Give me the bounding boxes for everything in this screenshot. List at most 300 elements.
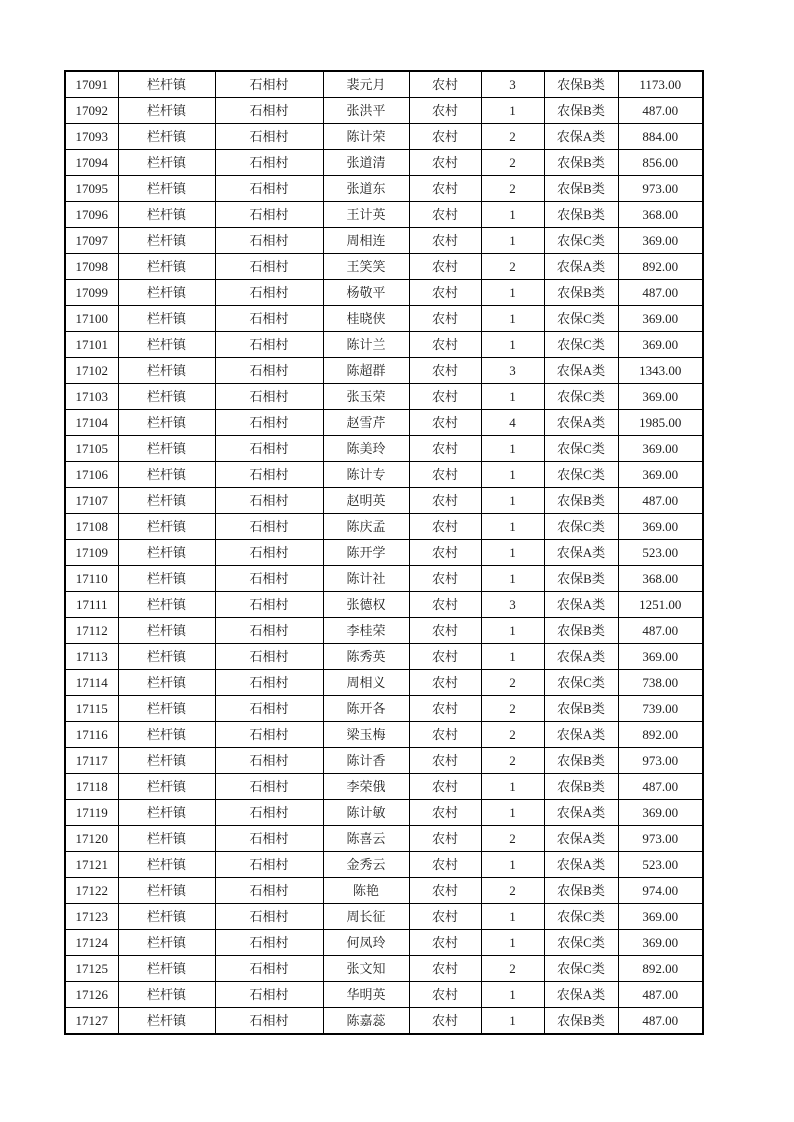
cell-village: 石相村 <box>215 540 323 566</box>
cell-amount: 1985.00 <box>618 410 703 436</box>
cell-record-id: 17117 <box>65 748 118 774</box>
cell-person-count: 2 <box>481 124 544 150</box>
cell-town: 栏杆镇 <box>118 774 215 800</box>
cell-village: 石相村 <box>215 696 323 722</box>
cell-name: 何凤玲 <box>323 930 409 956</box>
cell-amount: 368.00 <box>618 202 703 228</box>
table-row <box>65 280 703 306</box>
cell-amount: 487.00 <box>618 982 703 1008</box>
cell-insurance-category: 农保A类 <box>544 800 618 826</box>
table-row <box>65 696 703 722</box>
cell-amount: 487.00 <box>618 1008 703 1035</box>
cell-town: 栏杆镇 <box>118 228 215 254</box>
cell-person-count: 2 <box>481 176 544 202</box>
cell-name: 陈美玲 <box>323 436 409 462</box>
cell-record-id: 17097 <box>65 228 118 254</box>
cell-person-count: 2 <box>481 878 544 904</box>
cell-amount: 369.00 <box>618 800 703 826</box>
cell-record-id: 17124 <box>65 930 118 956</box>
cell-amount: 1251.00 <box>618 592 703 618</box>
cell-residence-type: 农村 <box>409 306 481 332</box>
cell-town: 栏杆镇 <box>118 176 215 202</box>
cell-village: 石相村 <box>215 670 323 696</box>
cell-town: 栏杆镇 <box>118 306 215 332</box>
cell-residence-type: 农村 <box>409 176 481 202</box>
cell-town: 栏杆镇 <box>118 71 215 98</box>
cell-residence-type: 农村 <box>409 71 481 98</box>
table-row <box>65 306 703 332</box>
cell-person-count: 2 <box>481 826 544 852</box>
cell-residence-type: 农村 <box>409 202 481 228</box>
table-row <box>65 436 703 462</box>
cell-insurance-category: 农保A类 <box>544 644 618 670</box>
cell-record-id: 17113 <box>65 644 118 670</box>
cell-town: 栏杆镇 <box>118 696 215 722</box>
cell-village: 石相村 <box>215 826 323 852</box>
table-row <box>65 410 703 436</box>
cell-insurance-category: 农保A类 <box>544 410 618 436</box>
cell-name: 陈嘉蕊 <box>323 1008 409 1035</box>
cell-residence-type: 农村 <box>409 722 481 748</box>
cell-record-id: 17123 <box>65 904 118 930</box>
table-row <box>65 644 703 670</box>
table-row <box>65 71 703 98</box>
cell-person-count: 1 <box>481 228 544 254</box>
cell-town: 栏杆镇 <box>118 930 215 956</box>
cell-town: 栏杆镇 <box>118 800 215 826</box>
cell-name: 陈开各 <box>323 696 409 722</box>
cell-amount: 487.00 <box>618 280 703 306</box>
cell-village: 石相村 <box>215 462 323 488</box>
cell-insurance-category: 农保B类 <box>544 696 618 722</box>
table-row <box>65 1008 703 1035</box>
cell-name: 赵雪芹 <box>323 410 409 436</box>
cell-village: 石相村 <box>215 488 323 514</box>
cell-insurance-category: 农保A类 <box>544 852 618 878</box>
cell-village: 石相村 <box>215 904 323 930</box>
cell-amount: 973.00 <box>618 748 703 774</box>
cell-insurance-category: 农保C类 <box>544 670 618 696</box>
cell-record-id: 17125 <box>65 956 118 982</box>
cell-residence-type: 农村 <box>409 878 481 904</box>
cell-person-count: 1 <box>481 202 544 228</box>
cell-insurance-category: 农保C类 <box>544 904 618 930</box>
cell-record-id: 17093 <box>65 124 118 150</box>
cell-insurance-category: 农保C类 <box>544 514 618 540</box>
cell-amount: 369.00 <box>618 384 703 410</box>
cell-village: 石相村 <box>215 592 323 618</box>
cell-town: 栏杆镇 <box>118 462 215 488</box>
table-row <box>65 462 703 488</box>
cell-person-count: 1 <box>481 852 544 878</box>
cell-person-count: 3 <box>481 358 544 384</box>
cell-name: 张玉荣 <box>323 384 409 410</box>
cell-person-count: 1 <box>481 904 544 930</box>
cell-person-count: 2 <box>481 670 544 696</box>
cell-person-count: 1 <box>481 332 544 358</box>
cell-record-id: 17101 <box>65 332 118 358</box>
cell-name: 陈计社 <box>323 566 409 592</box>
cell-name: 桂晓侠 <box>323 306 409 332</box>
cell-town: 栏杆镇 <box>118 852 215 878</box>
cell-residence-type: 农村 <box>409 358 481 384</box>
cell-person-count: 1 <box>481 280 544 306</box>
cell-name: 张洪平 <box>323 98 409 124</box>
cell-insurance-category: 农保A类 <box>544 982 618 1008</box>
cell-town: 栏杆镇 <box>118 722 215 748</box>
cell-insurance-category: 农保B类 <box>544 202 618 228</box>
cell-amount: 487.00 <box>618 618 703 644</box>
cell-record-id: 17109 <box>65 540 118 566</box>
table-row <box>65 176 703 202</box>
cell-amount: 369.00 <box>618 514 703 540</box>
cell-insurance-category: 农保A类 <box>544 826 618 852</box>
cell-name: 陈计香 <box>323 748 409 774</box>
cell-name: 赵明英 <box>323 488 409 514</box>
cell-amount: 523.00 <box>618 540 703 566</box>
cell-insurance-category: 农保B类 <box>544 1008 618 1035</box>
table-row <box>65 722 703 748</box>
cell-residence-type: 农村 <box>409 930 481 956</box>
cell-name: 陈计兰 <box>323 332 409 358</box>
cell-amount: 738.00 <box>618 670 703 696</box>
cell-insurance-category: 农保B类 <box>544 280 618 306</box>
cell-town: 栏杆镇 <box>118 904 215 930</box>
cell-village: 石相村 <box>215 384 323 410</box>
cell-person-count: 1 <box>481 488 544 514</box>
cell-village: 石相村 <box>215 566 323 592</box>
cell-town: 栏杆镇 <box>118 488 215 514</box>
cell-amount: 892.00 <box>618 254 703 280</box>
cell-village: 石相村 <box>215 306 323 332</box>
cell-village: 石相村 <box>215 254 323 280</box>
benefit-roster-table <box>64 70 704 1035</box>
cell-insurance-category: 农保B类 <box>544 748 618 774</box>
table-row <box>65 332 703 358</box>
cell-record-id: 17107 <box>65 488 118 514</box>
cell-residence-type: 农村 <box>409 592 481 618</box>
cell-village: 石相村 <box>215 332 323 358</box>
cell-name: 华明英 <box>323 982 409 1008</box>
cell-record-id: 17126 <box>65 982 118 1008</box>
cell-village: 石相村 <box>215 1008 323 1035</box>
cell-name: 李荣俄 <box>323 774 409 800</box>
cell-record-id: 17099 <box>65 280 118 306</box>
cell-town: 栏杆镇 <box>118 410 215 436</box>
cell-record-id: 17096 <box>65 202 118 228</box>
cell-record-id: 17106 <box>65 462 118 488</box>
cell-amount: 892.00 <box>618 722 703 748</box>
cell-amount: 973.00 <box>618 826 703 852</box>
cell-person-count: 1 <box>481 982 544 1008</box>
cell-record-id: 17116 <box>65 722 118 748</box>
cell-name: 王笑笑 <box>323 254 409 280</box>
table-row <box>65 878 703 904</box>
cell-town: 栏杆镇 <box>118 124 215 150</box>
cell-name: 杨敬平 <box>323 280 409 306</box>
cell-town: 栏杆镇 <box>118 150 215 176</box>
cell-residence-type: 农村 <box>409 462 481 488</box>
cell-town: 栏杆镇 <box>118 748 215 774</box>
cell-village: 石相村 <box>215 436 323 462</box>
cell-insurance-category: 农保A类 <box>544 254 618 280</box>
cell-person-count: 1 <box>481 618 544 644</box>
cell-residence-type: 农村 <box>409 124 481 150</box>
cell-town: 栏杆镇 <box>118 1008 215 1035</box>
cell-residence-type: 农村 <box>409 748 481 774</box>
cell-town: 栏杆镇 <box>118 436 215 462</box>
cell-village: 石相村 <box>215 358 323 384</box>
cell-person-count: 1 <box>481 930 544 956</box>
cell-insurance-category: 农保A类 <box>544 124 618 150</box>
cell-village: 石相村 <box>215 956 323 982</box>
cell-village: 石相村 <box>215 176 323 202</box>
cell-amount: 487.00 <box>618 774 703 800</box>
cell-record-id: 17092 <box>65 98 118 124</box>
cell-name: 张道东 <box>323 176 409 202</box>
cell-town: 栏杆镇 <box>118 956 215 982</box>
cell-insurance-category: 农保A类 <box>544 722 618 748</box>
cell-person-count: 1 <box>481 644 544 670</box>
cell-insurance-category: 农保B类 <box>544 71 618 98</box>
cell-amount: 369.00 <box>618 930 703 956</box>
cell-name: 陈秀英 <box>323 644 409 670</box>
cell-record-id: 17111 <box>65 592 118 618</box>
cell-amount: 1343.00 <box>618 358 703 384</box>
table-row <box>65 618 703 644</box>
cell-amount: 892.00 <box>618 956 703 982</box>
cell-amount: 368.00 <box>618 566 703 592</box>
cell-residence-type: 农村 <box>409 618 481 644</box>
cell-residence-type: 农村 <box>409 800 481 826</box>
cell-record-id: 17095 <box>65 176 118 202</box>
cell-name: 陈超群 <box>323 358 409 384</box>
cell-person-count: 1 <box>481 306 544 332</box>
cell-name: 张文知 <box>323 956 409 982</box>
table-row <box>65 670 703 696</box>
cell-town: 栏杆镇 <box>118 384 215 410</box>
cell-residence-type: 农村 <box>409 514 481 540</box>
table-row <box>65 904 703 930</box>
cell-insurance-category: 农保C类 <box>544 462 618 488</box>
cell-village: 石相村 <box>215 71 323 98</box>
cell-name: 陈计专 <box>323 462 409 488</box>
cell-insurance-category: 农保C类 <box>544 956 618 982</box>
cell-village: 石相村 <box>215 722 323 748</box>
cell-record-id: 17110 <box>65 566 118 592</box>
cell-residence-type: 农村 <box>409 696 481 722</box>
cell-insurance-category: 农保B类 <box>544 618 618 644</box>
cell-amount: 369.00 <box>618 228 703 254</box>
cell-person-count: 3 <box>481 592 544 618</box>
cell-record-id: 17102 <box>65 358 118 384</box>
cell-insurance-category: 农保B类 <box>544 176 618 202</box>
cell-amount: 369.00 <box>618 436 703 462</box>
cell-amount: 974.00 <box>618 878 703 904</box>
table-row <box>65 540 703 566</box>
cell-insurance-category: 农保B类 <box>544 98 618 124</box>
cell-residence-type: 农村 <box>409 228 481 254</box>
cell-amount: 369.00 <box>618 644 703 670</box>
cell-town: 栏杆镇 <box>118 514 215 540</box>
cell-residence-type: 农村 <box>409 384 481 410</box>
cell-record-id: 17114 <box>65 670 118 696</box>
cell-town: 栏杆镇 <box>118 644 215 670</box>
table-row <box>65 774 703 800</box>
cell-residence-type: 农村 <box>409 488 481 514</box>
cell-town: 栏杆镇 <box>118 982 215 1008</box>
cell-residence-type: 农村 <box>409 904 481 930</box>
cell-village: 石相村 <box>215 228 323 254</box>
cell-insurance-category: 农保C类 <box>544 332 618 358</box>
cell-amount: 973.00 <box>618 176 703 202</box>
cell-person-count: 1 <box>481 540 544 566</box>
cell-village: 石相村 <box>215 410 323 436</box>
table-row <box>65 748 703 774</box>
cell-village: 石相村 <box>215 124 323 150</box>
cell-village: 石相村 <box>215 852 323 878</box>
cell-insurance-category: 农保B类 <box>544 774 618 800</box>
cell-name: 陈艳 <box>323 878 409 904</box>
table-row <box>65 514 703 540</box>
cell-village: 石相村 <box>215 280 323 306</box>
cell-residence-type: 农村 <box>409 982 481 1008</box>
cell-village: 石相村 <box>215 202 323 228</box>
table-row <box>65 488 703 514</box>
cell-name: 陈开学 <box>323 540 409 566</box>
table-row <box>65 930 703 956</box>
cell-residence-type: 农村 <box>409 540 481 566</box>
cell-person-count: 1 <box>481 566 544 592</box>
cell-record-id: 17127 <box>65 1008 118 1035</box>
cell-person-count: 2 <box>481 956 544 982</box>
cell-record-id: 17091 <box>65 71 118 98</box>
cell-residence-type: 农村 <box>409 826 481 852</box>
cell-name: 张德权 <box>323 592 409 618</box>
cell-person-count: 2 <box>481 150 544 176</box>
cell-record-id: 17108 <box>65 514 118 540</box>
table-row <box>65 800 703 826</box>
cell-person-count: 2 <box>481 722 544 748</box>
cell-town: 栏杆镇 <box>118 280 215 306</box>
table-row <box>65 98 703 124</box>
table-row <box>65 254 703 280</box>
cell-name: 陈喜云 <box>323 826 409 852</box>
cell-residence-type: 农村 <box>409 280 481 306</box>
cell-village: 石相村 <box>215 800 323 826</box>
cell-person-count: 4 <box>481 410 544 436</box>
table-row <box>65 202 703 228</box>
cell-residence-type: 农村 <box>409 1008 481 1035</box>
cell-name: 周相连 <box>323 228 409 254</box>
cell-name: 周长征 <box>323 904 409 930</box>
cell-record-id: 17105 <box>65 436 118 462</box>
cell-town: 栏杆镇 <box>118 592 215 618</box>
cell-village: 石相村 <box>215 878 323 904</box>
cell-person-count: 2 <box>481 748 544 774</box>
cell-residence-type: 农村 <box>409 332 481 358</box>
cell-record-id: 17115 <box>65 696 118 722</box>
cell-person-count: 1 <box>481 1008 544 1035</box>
table-row <box>65 358 703 384</box>
cell-record-id: 17122 <box>65 878 118 904</box>
cell-village: 石相村 <box>215 98 323 124</box>
cell-village: 石相村 <box>215 982 323 1008</box>
table-row <box>65 592 703 618</box>
cell-amount: 1173.00 <box>618 71 703 98</box>
cell-record-id: 17112 <box>65 618 118 644</box>
cell-town: 栏杆镇 <box>118 254 215 280</box>
cell-insurance-category: 农保C类 <box>544 436 618 462</box>
cell-record-id: 17118 <box>65 774 118 800</box>
table-row <box>65 384 703 410</box>
cell-amount: 856.00 <box>618 150 703 176</box>
cell-residence-type: 农村 <box>409 410 481 436</box>
cell-record-id: 17121 <box>65 852 118 878</box>
cell-insurance-category: 农保A类 <box>544 540 618 566</box>
cell-amount: 369.00 <box>618 904 703 930</box>
cell-insurance-category: 农保C类 <box>544 306 618 332</box>
cell-name: 王计英 <box>323 202 409 228</box>
cell-record-id: 17100 <box>65 306 118 332</box>
cell-town: 栏杆镇 <box>118 98 215 124</box>
cell-town: 栏杆镇 <box>118 358 215 384</box>
cell-insurance-category: 农保C类 <box>544 384 618 410</box>
cell-name: 陈计敏 <box>323 800 409 826</box>
cell-name: 梁玉梅 <box>323 722 409 748</box>
cell-residence-type: 农村 <box>409 956 481 982</box>
cell-village: 石相村 <box>215 930 323 956</box>
cell-amount: 487.00 <box>618 488 703 514</box>
cell-residence-type: 农村 <box>409 670 481 696</box>
cell-insurance-category: 农保A类 <box>544 592 618 618</box>
table-row <box>65 852 703 878</box>
cell-insurance-category: 农保A类 <box>544 358 618 384</box>
table-row <box>65 566 703 592</box>
cell-town: 栏杆镇 <box>118 202 215 228</box>
cell-residence-type: 农村 <box>409 644 481 670</box>
cell-residence-type: 农村 <box>409 436 481 462</box>
table-row <box>65 228 703 254</box>
cell-amount: 523.00 <box>618 852 703 878</box>
table-row <box>65 956 703 982</box>
cell-residence-type: 农村 <box>409 852 481 878</box>
cell-name: 陈计荣 <box>323 124 409 150</box>
cell-insurance-category: 农保C类 <box>544 930 618 956</box>
cell-village: 石相村 <box>215 644 323 670</box>
cell-village: 石相村 <box>215 774 323 800</box>
table-body <box>65 71 703 1034</box>
cell-person-count: 1 <box>481 384 544 410</box>
cell-name: 金秀云 <box>323 852 409 878</box>
cell-amount: 739.00 <box>618 696 703 722</box>
cell-person-count: 1 <box>481 436 544 462</box>
cell-village: 石相村 <box>215 618 323 644</box>
cell-person-count: 1 <box>481 774 544 800</box>
cell-insurance-category: 农保C类 <box>544 228 618 254</box>
cell-town: 栏杆镇 <box>118 540 215 566</box>
cell-residence-type: 农村 <box>409 150 481 176</box>
cell-insurance-category: 农保B类 <box>544 566 618 592</box>
cell-amount: 487.00 <box>618 98 703 124</box>
cell-name: 李桂荣 <box>323 618 409 644</box>
table-row <box>65 150 703 176</box>
cell-insurance-category: 农保B类 <box>544 488 618 514</box>
cell-name: 周相义 <box>323 670 409 696</box>
cell-village: 石相村 <box>215 514 323 540</box>
cell-insurance-category: 农保B类 <box>544 150 618 176</box>
cell-record-id: 17104 <box>65 410 118 436</box>
